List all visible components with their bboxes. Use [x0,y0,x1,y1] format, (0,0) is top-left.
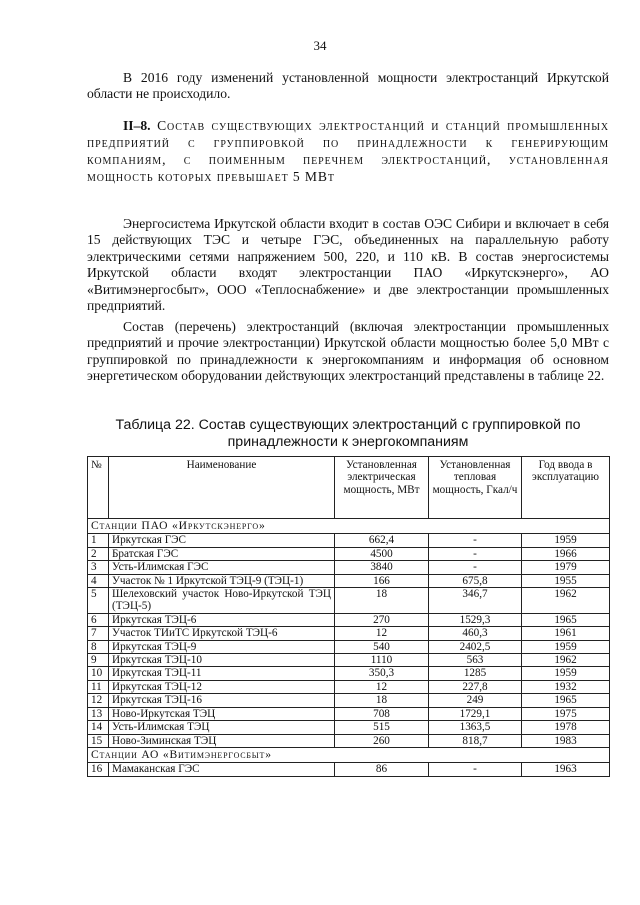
header-name: Наименование [109,457,335,519]
section-number: II–8. [123,118,151,133]
row-thermal: 249 [429,694,522,707]
row-electric: 270 [335,613,429,626]
table-row [88,734,610,747]
row-year: 1966 [522,547,610,560]
row-year: 1955 [522,574,610,587]
row-thermal: 1363,5 [429,721,522,734]
row-electric: 4500 [335,547,429,560]
row-thermal: - [429,561,522,574]
row-num: 16 [88,763,109,776]
row-thermal: 227,8 [429,680,522,693]
row-electric: 350,3 [335,667,429,680]
row-year: 1959 [522,667,610,680]
row-thermal: - [429,534,522,547]
row-thermal: - [429,763,522,776]
intro-paragraph: В 2016 году изменений установленной мощности электростанций Иркутской области не происходило. [87,70,609,102]
row-thermal: 2402,5 [429,640,522,653]
row-year: 1932 [522,680,610,693]
paragraph-composition: Состав (перечень) электростанций (включая электростанции промышленных предприятий и прочие электростанции) Иркутской области мощностью более 5,0 МВт с группировкой по принадлежности к энергокомпаниям и информация об основном энергетическом оборудовании действующих электростанций представлены в таблице 22. [87,319,609,384]
row-year: 1975 [522,707,610,720]
table-row [88,680,610,693]
row-name: Иркутская ГЭС [109,534,335,547]
row-name: Усть-Илимская ТЭЦ [109,721,335,734]
row-year: 1978 [522,721,610,734]
row-num: 15 [88,734,109,747]
header-commission-year: Год ввода в эксплуатацию [522,457,610,519]
header-thermal-capacity: Установленная тепловая мощность, Гкал/ч [429,457,522,519]
header-num: № [88,457,109,519]
row-thermal: 1529,3 [429,613,522,626]
table-row [88,561,610,574]
row-year: 1983 [522,734,610,747]
row-thermal: 460,3 [429,627,522,640]
row-num: 10 [88,667,109,680]
row-num: 1 [88,534,109,547]
row-name: Иркутская ТЭЦ-6 [109,613,335,626]
table-row [88,613,610,626]
section-row-vitimenergosbyt [88,747,610,762]
row-num: 8 [88,640,109,653]
row-year: 1962 [522,654,610,667]
row-electric: 18 [335,588,429,614]
row-thermal: 563 [429,654,522,667]
row-num: 6 [88,613,109,626]
power-stations-table [87,456,610,777]
row-electric: 12 [335,680,429,693]
table-row [88,694,610,707]
row-name: Иркутская ТЭЦ-12 [109,680,335,693]
row-name: Шелеховский участок Ново-Иркутской ТЭЦ (ТЭЦ-5) [109,588,335,614]
row-year: 1961 [522,627,610,640]
row-num: 11 [88,680,109,693]
row-name: Иркутская ТЭЦ-9 [109,640,335,653]
row-year: 1959 [522,534,610,547]
table-caption: Таблица 22. Состав существующих электростанций с группировкой по принадлежности к энергокомпаниям [115,417,581,450]
table-row [88,627,610,640]
row-thermal: 1285 [429,667,522,680]
row-name: Ново-Зиминская ТЭЦ [109,734,335,747]
row-name: Участок № 1 Иркутской ТЭЦ-9 (ТЭЦ-1) [109,574,335,587]
row-num: 5 [88,588,109,614]
row-thermal: 818,7 [429,734,522,747]
row-electric: 260 [335,734,429,747]
row-num: 14 [88,721,109,734]
section-label: Станции ПАО «Иркутскэнерго» [88,519,610,534]
row-electric: 540 [335,640,429,653]
table-row [88,667,610,680]
section-label: Станции АО «Витимэнергосбыт» [88,747,610,762]
row-name: Усть-Илимская ГЭС [109,561,335,574]
row-year: 1965 [522,694,610,707]
row-year: 1963 [522,763,610,776]
table-row [88,707,610,720]
row-year: 1959 [522,640,610,653]
section-row-irkutskenergo [88,519,610,534]
row-electric: 708 [335,707,429,720]
row-electric: 3840 [335,561,429,574]
table-row [88,654,610,667]
row-year: 1965 [522,613,610,626]
row-electric: 12 [335,627,429,640]
row-name: Иркутская ТЭЦ-11 [109,667,335,680]
table-row [88,574,610,587]
row-num: 3 [88,561,109,574]
table-row [88,547,610,560]
table-row [88,721,610,734]
row-electric: 1110 [335,654,429,667]
table-row [88,763,610,776]
row-name: Иркутская ТЭЦ-10 [109,654,335,667]
row-electric: 86 [335,763,429,776]
row-thermal: 1729,1 [429,707,522,720]
row-electric: 166 [335,574,429,587]
row-num: 2 [88,547,109,560]
page-number: 34 [313,38,327,53]
row-num: 7 [88,627,109,640]
row-num: 12 [88,694,109,707]
row-year: 1979 [522,561,610,574]
row-thermal: 675,8 [429,574,522,587]
row-num: 13 [88,707,109,720]
row-name: Ново-Иркутская ТЭЦ [109,707,335,720]
table-row [88,588,610,614]
table-header-row [88,457,610,519]
row-name: Мамаканская ГЭС [109,763,335,776]
row-name: Участок ТИиТС Иркутской ТЭЦ-6 [109,627,335,640]
section-title: Состав существующих электростанций и станций промышленных предприятий с группировкой по принадлежности к генерирующим компаниям, с поименным перечнем электростанций, установленная мощность которых превышает 5 МВт [87,118,609,184]
table-row [88,640,610,653]
table-row [88,534,610,547]
row-electric: 662,4 [335,534,429,547]
header-electric-capacity: Установленная электрическая мощность, МВт [335,457,429,519]
row-thermal: - [429,547,522,560]
section-heading [87,117,609,185]
row-year: 1962 [522,588,610,614]
row-thermal: 346,7 [429,588,522,614]
row-electric: 515 [335,721,429,734]
row-name: Братская ГЭС [109,547,335,560]
row-num: 4 [88,574,109,587]
row-name: Иркутская ТЭЦ-16 [109,694,335,707]
row-electric: 18 [335,694,429,707]
paragraph-energy-system: Энергосистема Иркутской области входит в состав ОЭС Сибири и включает в себя 15 действующих ТЭС и четыре ГЭС, объединенных на параллельную работу электрическими сетями напряжением 500, 220, и 110 кВ. В состав энергосистемы Иркутской области входят электростанции ПАО «Иркутскэнерго», АО «Витимэнергосбыт», ООО «Теплоснабжение» и две электростанции промышленных предприятий. [87,216,609,314]
row-num: 9 [88,654,109,667]
